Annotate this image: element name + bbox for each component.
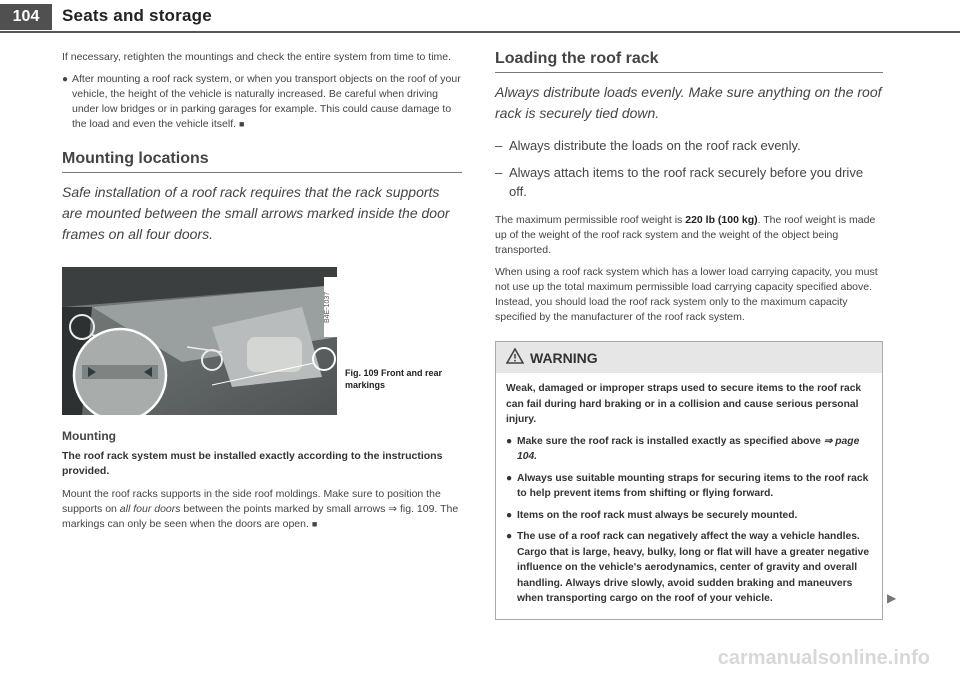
subsection-title: Mounting [62,429,116,443]
bullet-icon: ● [506,509,513,521]
page-reference-link[interactable]: ⇒ page 104. [517,435,860,462]
section-title-loading: Loading the roof rack [495,50,883,73]
bullet-item [62,72,462,132]
paragraph-text: Mount the roof racks supports in the side roof moldings. Make sure to position the supports on [62,488,441,515]
weight-value: 220 lb (100 kg) [685,214,758,226]
warning-triangle-icon [506,348,524,367]
paragraph: When using a roof rack system which has a lower load carrying capacity, you must not use up the total maximum permissible load carrying capacity specified above. Instead, you should load the roof rack system only to the maximum capacity specified by the manufacturer of the roof rack system. [495,266,878,323]
dash-icon: – [495,138,503,153]
left-column [62,50,462,539]
figure [62,267,462,415]
bullet-icon: ● [506,435,513,447]
warning-bullet-text: The use of a roof rack can negatively affect the way a vehicle handles. Cargo that is large, heavy, bulky, long or flat will have a greater negative influence on the vehicle's aerodynamics, center of gravity and overall handling. Always drive slowly, avoid sudden braking and maneuvers when transporting cargo on the roof of your vehicle. [517,531,870,604]
paragraph-text: . The roof weight is made up of the weight of the roof rack system and the weight of the object being transported. [495,214,876,256]
dash-icon: – [495,165,503,180]
warning-bullet [506,508,872,524]
page-number: 104 [0,4,52,30]
paragraph [495,213,883,258]
paragraph [62,487,462,532]
warning-lead: Weak, damaged or improper straps used to secure items to the roof rack can fail during hard braking or in a collision and cause serious personal injury. [506,383,862,425]
bullet-icon: ● [62,74,69,85]
figure-caption-text: Front and rear markings [345,368,443,390]
figure-code: B4E-1037 [324,277,337,337]
figure-caption [345,367,460,391]
figure-image [62,267,337,415]
end-mark-icon: ■ [311,519,318,529]
warning-label: WARNING [530,349,598,366]
paragraph: If necessary, retighten the mountings and check the entire system from time to time. [62,51,452,63]
warning-bullet-text: Always use suitable mounting straps for securing items to the roof rack to help prevent items from shifting or flying forward. [517,472,869,499]
step-item [495,136,883,155]
running-header: Seats and storage [62,6,212,25]
warning-bullet-text: Make sure the roof rack is installed exactly as specified above [517,435,821,447]
warning-bullet [506,471,872,502]
step-text: Always distribute the loads on the roof rack evenly. [509,138,801,153]
right-column [495,50,883,620]
step-text: Always attach items to the roof rack securely before you drive off. [509,165,864,199]
warning-bullet [506,434,872,465]
section-title-mounting-locations: Mounting locations [62,150,462,173]
bullet-icon: ● [506,472,513,484]
section-intro: Safe installation of a roof rack requires that the rack supports are mounted between the small arrows marked inside the door frames on all four doors. [62,184,450,242]
warning-bullet-text: Items on the roof rack must always be securely mounted. [517,509,798,521]
warning-bullet [506,529,872,607]
end-mark-icon: ■ [238,119,245,129]
warning-body [496,373,882,619]
emphasis-text: all four doors [119,503,181,515]
paragraph-text: between the points marked by small arrows ⇒ fig. 109. The markings can only be seen when the doors are open. [62,503,459,530]
continue-arrow-icon[interactable]: ▶ [887,591,897,605]
paragraph-text: The maximum permissible roof weight is [495,214,683,226]
watermark: carmanualsonline.info [717,647,930,669]
bold-paragraph: The roof rack system must be installed exactly according to the instructions provided. [62,450,443,477]
section-intro: Always distribute loads evenly. Make sure anything on the roof rack is securely tied down. [495,84,882,121]
bullet-text: After mounting a roof rack system, or when you transport objects on the roof of your vehicle, the height of the vehicle is naturally increased. Be careful when driving under low bridges or in parking garages for example. This could cause damage to the load and even the vehicle itself. [72,73,461,130]
warning-header [496,342,882,373]
warning-box [495,341,883,620]
figure-caption-label: Fig. 109 [345,368,379,378]
step-item [495,163,883,201]
header-rule [0,31,960,33]
bullet-icon: ● [506,531,513,542]
